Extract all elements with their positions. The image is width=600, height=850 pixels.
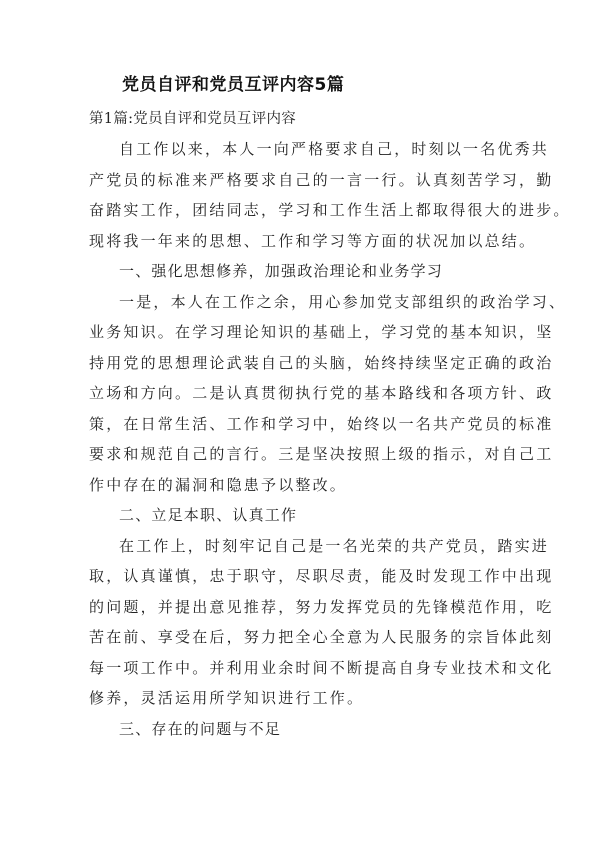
paragraph-line: 作中存在的漏洞和隐患予以整改。 [89,475,348,494]
paragraph-line: 产党员的标准来严格要求自己的一言一行。认真刻苦学习，勤 [89,170,554,189]
paragraph-line: 现将我一年来的思想、工作和学习等方面的状况加以总结。 [89,231,537,250]
document-body [89,134,571,744]
paragraph-line: 取，认真谨慎，忠于职守，尽职尽责，能及时发现工作中出现 [89,567,554,585]
paragraph-line: 的问题，并提出意见推荐，努力发挥党员的先锋模范作用，吃 [89,597,554,616]
paragraph-line: 在工作上，时刻牢记自己是一名光荣的共产党员，踏实进 [119,536,550,555]
paragraph-line: 修养，灵活运用所学知识进行工作。 [89,689,365,707]
section-heading: 二、立足本职、认真工作 [119,506,298,524]
section-heading: 三、存在的问题与不足 [119,719,282,738]
paragraph-line: 要求和规范自己的言行。三是坚决按照上级的指示，对自己工 [89,445,554,463]
paragraph-line: 自工作以来，本人一向严格要求自己，时刻以一名优秀共 [119,140,550,158]
section-subtitle: 第1篇:党员自评和党员互评内容 [89,111,297,127]
paragraph-line: 持用党的思想理论武装自己的头脑，始终持续坚定正确的政治 [89,353,554,372]
paragraph-line: 一是，本人在工作之余，用心参加党支部组织的政治学习、 [119,292,567,311]
document-page [89,68,571,744]
paragraph-line: 策，在日常生活、工作和学习中，始终以一名共产党员的标准 [89,414,554,433]
paragraph-line: 立场和方向。二是认真贯彻执行党的基本路线和各项方针、政 [89,384,554,402]
paragraph-line: 奋踏实工作，团结同志，学习和工作生活上都取得很大的进步。 [89,201,571,219]
paragraph-line: 苦在前、享受在后，努力把全心全意为人民服务的宗旨体此刻 [89,628,554,646]
section-heading: 一、强化思想修养，加强政治理论和业务学习 [119,262,444,280]
paragraph-line: 每一项工作中。并利用业余时间不断提高自身专业技术和文化 [89,658,554,677]
document-title: 党员自评和党员互评内容5篇 [122,75,345,95]
paragraph-line: 业务知识。在学习理论知识的基础上，学习党的基本知识，坚 [89,323,554,341]
